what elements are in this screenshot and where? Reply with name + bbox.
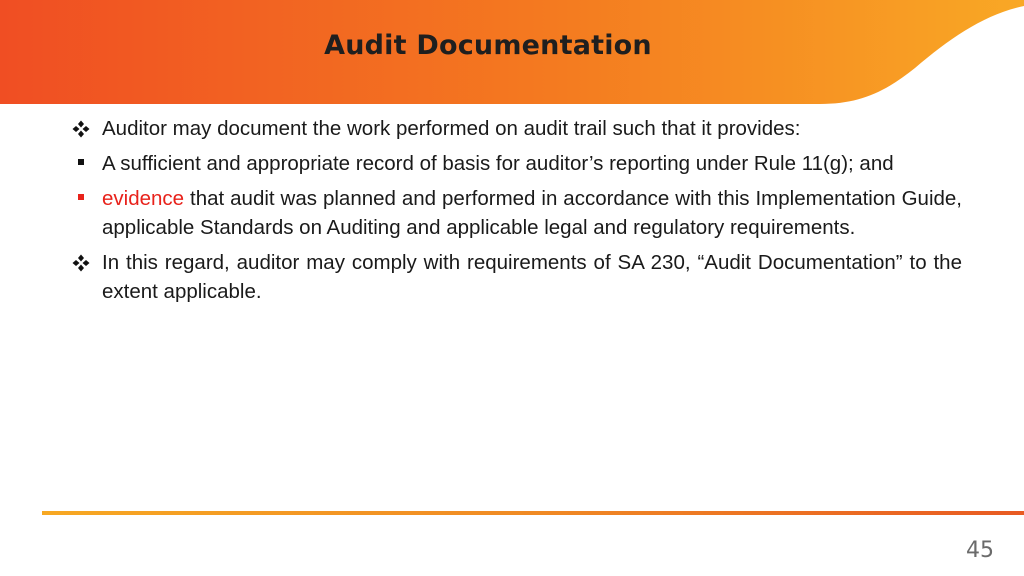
diamond-cluster-icon <box>70 114 92 143</box>
bullet-list <box>70 114 962 312</box>
diamond-cluster-icon <box>70 248 92 277</box>
bullet-text: Auditor may document the work performed on audit trail such that it provides: <box>102 117 801 140</box>
list-item <box>70 248 962 306</box>
highlighted-word: evidence <box>102 187 185 210</box>
footer-divider <box>42 511 1024 516</box>
black-square-icon <box>70 149 92 178</box>
bullet-text: A sufficient and appropriate record of basis for auditor’s reporting under Rule 11(g); and <box>102 152 894 175</box>
list-item <box>70 114 962 143</box>
bullet-text: In this regard, auditor may comply with requirements of SA 230, “Audit Documentation” to the extent applicable. <box>102 251 962 303</box>
red-square-icon <box>70 184 92 213</box>
list-item <box>70 184 962 242</box>
page-number: 45 <box>966 538 994 563</box>
page-title: Audit Documentation <box>324 30 652 61</box>
bullet-text: that audit was planned and performed in accordance with this Implementation Guide, applicable Standards on Auditing and applicable legal and regulatory requirements. <box>102 187 962 239</box>
list-item <box>70 149 962 178</box>
